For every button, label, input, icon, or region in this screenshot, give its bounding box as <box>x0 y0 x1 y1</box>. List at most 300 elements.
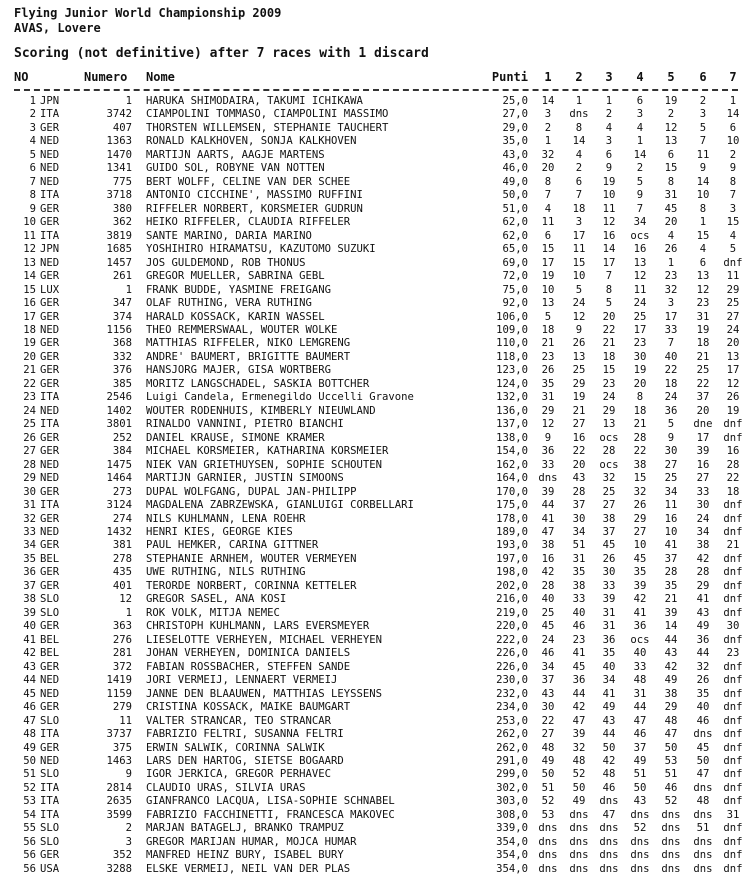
points-cell: 69,0 <box>502 256 528 269</box>
race-score-cell: 20 <box>696 404 710 417</box>
race-score-cell: 9 <box>544 431 552 444</box>
sail-number-cell: 1475 <box>106 458 132 471</box>
race-score-cell: 32 <box>572 741 586 754</box>
race-score-cell: 6 <box>575 175 583 188</box>
nation-cell: ITA <box>40 808 60 821</box>
race-score-cell: 21 <box>572 404 586 417</box>
race-score-cell: 11 <box>696 148 710 161</box>
rank-cell: 5 <box>29 148 36 161</box>
race-score-cell: dns <box>693 835 713 848</box>
race-score-cell: dnf <box>723 256 743 269</box>
race-score-cell: ocs <box>599 431 619 444</box>
race-score-cell: dns <box>538 849 558 862</box>
race-score-cell: 30 <box>602 566 616 579</box>
race-score-cell: 10 <box>664 526 678 538</box>
race-score-cell: 8 <box>544 175 552 188</box>
race-score-cell: 37 <box>696 391 710 404</box>
race-score-cell: 4 <box>729 229 737 242</box>
crew-name-cell: CHRISTOPH KUHLMANN, LARS EVERSMEYER <box>146 620 370 633</box>
nation-cell: GER <box>40 579 60 592</box>
nation-cell: BEL <box>40 633 60 646</box>
rank-cell: 24 <box>23 404 36 417</box>
race-score-cell: 23 <box>696 297 710 310</box>
race-score-cell: 1 <box>667 256 675 269</box>
race-score-cell: dnf <box>723 701 743 714</box>
rank-cell: 56 <box>23 835 36 848</box>
race-score-cell: 50 <box>572 781 586 794</box>
race-score-cell: 24 <box>633 297 647 310</box>
table-row <box>0 715 750 728</box>
rank-cell: 6 <box>29 162 36 175</box>
race-score-cell: dnf <box>723 687 743 700</box>
race-score-cell: 33 <box>633 660 647 673</box>
race-score-cell: 21 <box>541 337 555 350</box>
race-score-cell: dnf <box>723 714 743 727</box>
race-score-cell: 35 <box>541 377 555 390</box>
nation-cell: NED <box>40 135 60 148</box>
race-score-cell: 33 <box>696 485 710 498</box>
rank-cell: 11 <box>23 229 36 242</box>
points-cell: 106,0 <box>496 310 528 323</box>
race-score-cell: dns <box>569 808 589 821</box>
race-score-cell: 13 <box>664 135 678 148</box>
race-score-cell: 27 <box>572 418 586 431</box>
race-score-cell: 48 <box>572 754 586 767</box>
table-row <box>0 405 750 418</box>
table-row <box>0 742 750 755</box>
race-score-cell: 27 <box>696 472 710 485</box>
race-score-cell: 43 <box>541 687 555 700</box>
race-score-cell: 31 <box>664 189 678 202</box>
race-score-cell: 44 <box>572 687 586 700</box>
race-score-cell: 14 <box>664 620 678 633</box>
race-score-cell: dns <box>569 822 589 835</box>
column-header-race: 1 <box>544 70 552 84</box>
race-score-cell: 37 <box>572 499 586 512</box>
sail-number-cell: 276 <box>112 633 132 646</box>
table-row <box>0 566 750 579</box>
race-score-cell: 44 <box>602 728 616 741</box>
column-header-race: 7 <box>729 70 737 84</box>
race-score-cell: 47 <box>633 714 647 727</box>
race-score-cell: 39 <box>664 606 678 619</box>
race-score-cell: 39 <box>572 728 586 741</box>
nation-cell: SLO <box>40 714 60 727</box>
race-score-cell: 10 <box>633 539 647 552</box>
rank-cell: 53 <box>23 795 36 808</box>
table-row <box>0 176 750 189</box>
table-row <box>0 593 750 606</box>
sail-number-cell: 374 <box>112 310 132 323</box>
race-score-cell: 25 <box>572 364 586 377</box>
nation-cell: NED <box>40 162 60 175</box>
race-score-cell: 34 <box>633 216 647 229</box>
nation-cell: NED <box>40 256 60 269</box>
race-score-cell: 22 <box>696 377 710 390</box>
table-row <box>0 432 750 445</box>
race-score-cell: 31 <box>541 391 555 404</box>
rank-cell: 30 <box>23 485 36 498</box>
race-score-cell: dnf <box>723 526 743 538</box>
race-score-cell: 42 <box>602 754 616 767</box>
column-header-race: 2 <box>575 70 583 84</box>
rank-cell: 29 <box>23 472 36 485</box>
table-row <box>0 822 750 835</box>
points-cell: 50,0 <box>502 189 528 202</box>
race-score-cell: 8 <box>699 202 707 215</box>
race-score-cell: 31 <box>602 606 616 619</box>
table-row <box>0 324 750 337</box>
crew-name-cell: MORITZ LANGSCHADEL, SASKIA BOTTCHER <box>146 377 370 390</box>
race-score-cell: 14 <box>633 148 647 161</box>
race-score-cell: dns <box>538 472 558 485</box>
race-score-cell: 12 <box>541 418 555 431</box>
race-score-cell: dns <box>661 822 681 835</box>
race-score-cell: dns <box>630 808 650 821</box>
sail-number-cell: 273 <box>112 485 132 498</box>
sail-number-cell: 407 <box>112 121 132 134</box>
table-row <box>0 135 750 148</box>
race-score-cell: 32 <box>602 472 616 485</box>
race-score-cell: 3 <box>667 297 675 310</box>
race-score-cell: 25 <box>664 472 678 485</box>
race-score-cell: 34 <box>602 674 616 687</box>
nation-cell: LUX <box>40 283 60 296</box>
race-score-cell: dnf <box>723 768 743 781</box>
nation-cell: GER <box>40 566 60 579</box>
table-row <box>0 257 750 270</box>
race-score-cell: 51 <box>696 822 710 835</box>
race-score-cell: 7 <box>605 270 613 283</box>
race-score-cell: 11 <box>664 499 678 512</box>
race-score-cell: dns <box>599 849 619 862</box>
points-cell: 197,0 <box>496 552 528 565</box>
sail-number-cell: 401 <box>112 579 132 592</box>
race-score-cell: 49 <box>541 754 555 767</box>
race-score-cell: 28 <box>696 566 710 579</box>
race-score-cell: dnf <box>723 593 743 606</box>
race-score-cell: 32 <box>633 485 647 498</box>
table-row <box>0 445 750 458</box>
race-score-cell: 1 <box>575 95 583 107</box>
race-score-cell: 2 <box>667 108 675 121</box>
crew-name-cell: FABRIZIO FELTRI, SUSANNA FELTRI <box>146 728 344 741</box>
crew-name-cell: PAUL HEMKER, CARINA GITTNER <box>146 539 319 552</box>
race-score-cell: 33 <box>572 593 586 606</box>
race-score-cell: 39 <box>602 593 616 606</box>
sail-number-cell: 2 <box>125 822 132 835</box>
race-score-cell: 27 <box>664 458 678 471</box>
sail-number-cell: 1 <box>125 95 132 107</box>
race-score-cell: 35 <box>696 687 710 700</box>
table-row <box>0 701 750 714</box>
sail-number-cell: 9 <box>125 768 132 781</box>
rank-cell: 31 <box>23 499 36 512</box>
race-score-cell: 26 <box>572 337 586 350</box>
crew-name-cell: FABRIZIO FACCHINETTI, FRANCESCA MAKOVEC <box>146 808 395 821</box>
race-score-cell: 38 <box>541 539 555 552</box>
race-score-cell: 8 <box>636 391 644 404</box>
race-score-cell: 19 <box>602 175 616 188</box>
table-row <box>0 849 750 862</box>
points-cell: 62,0 <box>502 229 528 242</box>
race-score-cell: 6 <box>729 121 737 134</box>
column-header-numero: Numero <box>84 70 128 84</box>
nation-cell: NED <box>40 148 60 161</box>
crew-name-cell: YOSHIHIRO HIRAMATSU, KAZUTOMO SUZUKI <box>146 243 376 256</box>
race-score-cell: 1 <box>699 216 707 229</box>
sail-number-cell: 1159 <box>106 687 132 700</box>
race-score-cell: dnf <box>723 633 743 646</box>
race-score-cell: 39 <box>633 579 647 592</box>
race-score-cell: 40 <box>541 593 555 606</box>
race-score-cell: 17 <box>664 310 678 323</box>
points-cell: 262,0 <box>496 728 528 741</box>
points-cell: 51,0 <box>502 202 528 215</box>
race-score-cell: 10 <box>696 189 710 202</box>
sail-number-cell: 362 <box>112 216 132 229</box>
nation-cell: BEL <box>40 552 60 565</box>
rank-cell: 2 <box>29 108 36 121</box>
race-score-cell: 7 <box>699 135 707 148</box>
race-score-cell: 48 <box>633 674 647 687</box>
race-score-cell: 30 <box>633 350 647 363</box>
crew-name-cell: CRISTINA KOSSACK, MAIKE BAUMGART <box>146 701 351 714</box>
sail-number-cell: 3599 <box>106 808 132 821</box>
crew-name-cell: DANIEL KRAUSE, SIMONE KRAMER <box>146 431 325 444</box>
race-score-cell: 19 <box>664 95 678 107</box>
points-cell: 234,0 <box>496 701 528 714</box>
rank-cell: 14 <box>23 270 36 283</box>
race-score-cell: 23 <box>664 270 678 283</box>
race-score-cell: 34 <box>696 526 710 538</box>
crew-name-cell: ELSKE VERMEIJ, NEIL VAN DER PLAS <box>146 862 351 875</box>
points-cell: 29,0 <box>502 121 528 134</box>
race-score-cell: 21 <box>633 418 647 431</box>
crew-name-cell: RONALD KALKHOVEN, SONJA KALKHOVEN <box>146 135 357 148</box>
table-row <box>0 95 750 108</box>
sail-number-cell: 278 <box>112 552 132 565</box>
nation-cell: GER <box>40 364 60 377</box>
rank-cell: 27 <box>23 445 36 458</box>
race-score-cell: 17 <box>726 364 740 377</box>
rank-cell: 17 <box>23 310 36 323</box>
race-score-cell: dns <box>661 849 681 862</box>
race-score-cell: 8 <box>605 283 613 296</box>
nation-cell: GER <box>40 202 60 215</box>
race-score-cell: 19 <box>726 404 740 417</box>
race-score-cell: 18 <box>572 202 586 215</box>
points-cell: 354,0 <box>496 849 528 862</box>
race-score-cell: 30 <box>726 620 740 633</box>
nation-cell: GER <box>40 297 60 310</box>
race-score-cell: dns <box>661 808 681 821</box>
race-score-cell: dns <box>599 822 619 835</box>
race-score-cell: 22 <box>572 445 586 458</box>
sail-number-cell: 368 <box>112 337 132 350</box>
table-row <box>0 337 750 350</box>
race-score-cell: 4 <box>605 121 613 134</box>
race-score-cell: dns <box>630 862 650 875</box>
sail-number-cell: 3737 <box>106 728 132 741</box>
points-cell: 354,0 <box>496 835 528 848</box>
race-score-cell: 6 <box>544 229 552 242</box>
table-row <box>0 243 750 256</box>
rank-cell: 47 <box>23 714 36 727</box>
points-cell: 124,0 <box>496 377 528 390</box>
race-score-cell: 3 <box>575 216 583 229</box>
race-score-cell: 43 <box>572 472 586 485</box>
rank-cell: 56 <box>23 849 36 862</box>
race-score-cell: 10 <box>572 270 586 283</box>
race-score-cell: 43 <box>633 795 647 808</box>
sail-number-cell: 1470 <box>106 148 132 161</box>
race-score-cell: 24 <box>541 633 555 646</box>
rank-cell: 20 <box>23 350 36 363</box>
race-score-cell: 9 <box>605 162 613 175</box>
nation-cell: GER <box>40 337 60 350</box>
nation-cell: GER <box>40 216 60 229</box>
crew-name-cell: JANNE DEN BLAAUWEN, MATTHIAS LEYSSENS <box>146 687 382 700</box>
race-score-cell: 37 <box>602 526 616 538</box>
race-score-cell: 29 <box>726 283 740 296</box>
race-score-cell: 37 <box>633 741 647 754</box>
nation-cell: SLO <box>40 835 60 848</box>
crew-name-cell: THORSTEN WILLEMSEN, STEPHANIE TAUCHERT <box>146 121 389 134</box>
race-score-cell: dnf <box>723 499 743 512</box>
sail-number-cell: 775 <box>112 175 132 188</box>
points-cell: 118,0 <box>496 350 528 363</box>
crew-name-cell: HANSJORG MAJER, GISA WORTBERG <box>146 364 331 377</box>
sail-number-cell: 1463 <box>106 754 132 767</box>
race-score-cell: 47 <box>541 526 555 538</box>
nation-cell: SLO <box>40 768 60 781</box>
race-score-cell: 6 <box>667 148 675 161</box>
table-row <box>0 661 750 674</box>
race-score-cell: 14 <box>696 175 710 188</box>
race-score-cell: 27 <box>726 310 740 323</box>
column-header-race: 4 <box>636 70 644 84</box>
rank-cell: 22 <box>23 377 36 390</box>
race-score-cell: 45 <box>541 620 555 633</box>
table-row <box>0 230 750 243</box>
table-row <box>0 391 750 404</box>
race-score-cell: 7 <box>575 189 583 202</box>
race-score-cell: 5 <box>667 418 675 431</box>
race-score-cell: 30 <box>541 701 555 714</box>
race-score-cell: 19 <box>696 323 710 336</box>
race-score-cell: 47 <box>696 768 710 781</box>
document-title: Flying Junior World Championship 2009 <box>14 6 282 20</box>
race-score-cell: 51 <box>572 539 586 552</box>
race-score-cell: 31 <box>633 687 647 700</box>
nation-cell: GER <box>40 701 60 714</box>
rank-cell: 32 <box>23 512 36 525</box>
sail-number-cell: 376 <box>112 364 132 377</box>
race-score-cell: 3 <box>605 135 613 148</box>
race-score-cell: dns <box>693 808 713 821</box>
nation-cell: GER <box>40 377 60 390</box>
nation-cell: NED <box>40 472 60 485</box>
race-score-cell: dnf <box>723 781 743 794</box>
column-header-race: 6 <box>699 70 707 84</box>
race-score-cell: 33 <box>664 323 678 336</box>
race-score-cell: 25 <box>602 485 616 498</box>
race-score-cell: 38 <box>664 687 678 700</box>
race-score-cell: 29 <box>633 512 647 525</box>
race-score-cell: 8 <box>729 175 737 188</box>
nation-cell: NED <box>40 754 60 767</box>
nation-cell: USA <box>40 862 60 875</box>
points-cell: 72,0 <box>502 270 528 283</box>
sail-number-cell: 2546 <box>106 391 132 404</box>
race-score-cell: 30 <box>572 512 586 525</box>
race-score-cell: 30 <box>696 499 710 512</box>
table-row <box>0 674 750 687</box>
table-row <box>0 472 750 485</box>
table-row <box>0 526 750 539</box>
table-row <box>0 782 750 795</box>
sail-number-cell: 3 <box>125 835 132 848</box>
race-score-cell: 12 <box>602 216 616 229</box>
points-cell: 198,0 <box>496 566 528 579</box>
points-cell: 222,0 <box>496 633 528 646</box>
race-score-cell: 31 <box>696 310 710 323</box>
race-score-cell: 1 <box>544 135 552 148</box>
race-score-cell: 40 <box>572 606 586 619</box>
crew-name-cell: HEIKO RIFFELER, CLAUDIA RIFFELER <box>146 216 351 229</box>
race-score-cell: 44 <box>696 647 710 660</box>
race-score-cell: 28 <box>664 566 678 579</box>
race-score-cell: dnf <box>723 674 743 687</box>
race-score-cell: 22 <box>602 323 616 336</box>
rank-cell: 8 <box>29 189 36 202</box>
scoring-note: Scoring (not definitive) after 7 races with 1 discard <box>14 46 429 61</box>
nation-cell: GER <box>40 310 60 323</box>
table-row <box>0 459 750 472</box>
points-cell: 232,0 <box>496 687 528 700</box>
race-score-cell: 4 <box>667 229 675 242</box>
crew-name-cell: JOHAN VERHEYEN, DOMINICA DANIELS <box>146 647 351 660</box>
rank-cell: 45 <box>23 687 36 700</box>
nation-cell: ITA <box>40 418 60 431</box>
rank-cell: 46 <box>23 701 36 714</box>
race-score-cell: dnf <box>723 566 743 579</box>
race-score-cell: 15 <box>541 243 555 256</box>
race-score-cell: 36 <box>541 445 555 458</box>
race-score-cell: 32 <box>696 660 710 673</box>
crew-name-cell: RINALDO VANNINI, PIETRO BIANCHI <box>146 418 344 431</box>
race-score-cell: ocs <box>630 229 650 242</box>
race-score-cell: 46 <box>633 728 647 741</box>
race-score-cell: dns <box>538 862 558 875</box>
crew-name-cell: MARTIJN AARTS, AAGJE MARTENS <box>146 148 325 161</box>
nation-cell: JPN <box>40 95 60 107</box>
rank-cell: 10 <box>23 216 36 229</box>
race-score-cell: 30 <box>664 445 678 458</box>
race-score-cell: 31 <box>726 808 740 821</box>
race-score-cell: 28 <box>726 458 740 471</box>
race-score-cell: 26 <box>541 364 555 377</box>
header-divider <box>14 89 738 91</box>
race-score-cell: 35 <box>572 566 586 579</box>
table-row <box>0 203 750 216</box>
nation-cell: ITA <box>40 391 60 404</box>
nation-cell: GER <box>40 741 60 754</box>
race-score-cell: dnf <box>723 728 743 741</box>
race-score-cell: 40 <box>633 647 647 660</box>
race-score-cell: 8 <box>575 121 583 134</box>
